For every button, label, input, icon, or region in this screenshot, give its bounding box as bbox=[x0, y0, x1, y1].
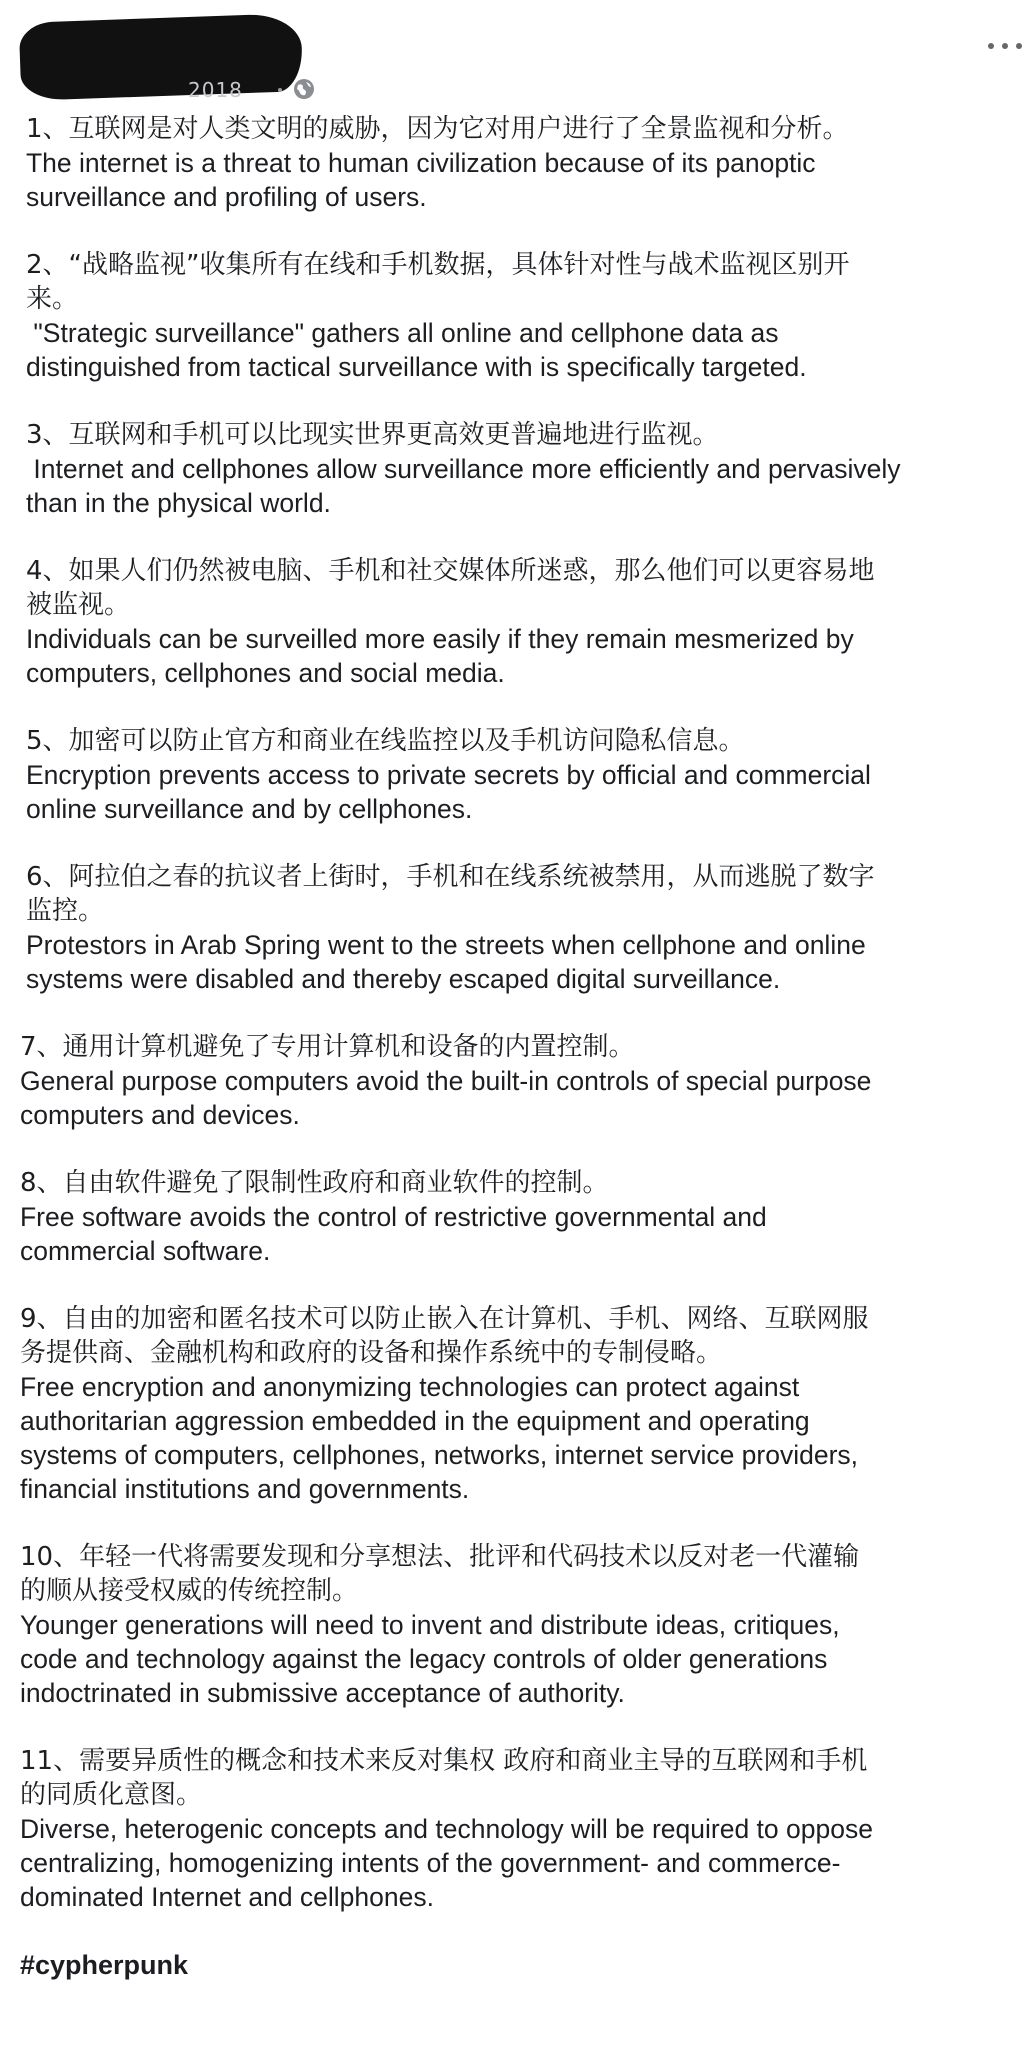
list-item bbox=[20, 1744, 1016, 1914]
list-item bbox=[20, 1030, 1016, 1132]
list-item bbox=[20, 1166, 1016, 1268]
list-item bbox=[26, 860, 1016, 996]
item-chinese-text: 1、互联网是对人类文明的威胁，因为它对用户进行了全景监视和分析。 bbox=[26, 114, 849, 144]
item-chinese-text: 3、互联网和手机可以比现实世界更高效更普遍地进行监视。 bbox=[26, 420, 719, 450]
post-body bbox=[20, 112, 1016, 1982]
list-item bbox=[26, 724, 1016, 826]
list-item bbox=[26, 248, 1016, 384]
more-dot bbox=[988, 43, 994, 49]
item-english-text: Younger generations will need to invent and distribute ideas, critiques, code and technology against the legacy controls of older generations indoctrinated in submissive acceptance of authority. bbox=[20, 1610, 840, 1708]
list-item bbox=[20, 1540, 1016, 1710]
list-item bbox=[26, 554, 1016, 690]
meta-separator-dot bbox=[278, 88, 282, 92]
item-chinese-text: 8、自由软件避免了限制性政府和商业软件的控制。 bbox=[20, 1168, 609, 1198]
item-chinese-text: 9、自由的加密和匿名技术可以防止嵌入在计算机、手机、网络、互联网服 务提供商、金融机构和政府的设备和操作系统中的专制侵略。 bbox=[20, 1304, 869, 1368]
item-chinese-text: 7、通用计算机避免了专用计算机和设备的内置控制。 bbox=[20, 1032, 635, 1062]
globe-icon[interactable] bbox=[293, 78, 315, 100]
item-english-text: Individuals can be surveilled more easily if they remain mesmerized by computers, cellphones and social media. bbox=[26, 624, 854, 688]
item-chinese-text: 4、如果人们仍然被电脑、手机和社交媒体所迷惑，那么他们可以更容易地 被监视。 bbox=[26, 556, 875, 620]
list-item bbox=[20, 1302, 1016, 1506]
list-item bbox=[26, 418, 1016, 520]
item-english-text: Encryption prevents access to private secrets by official and commercial online surveillance and by cellphones. bbox=[26, 760, 871, 824]
post-date[interactable]: 2018 bbox=[188, 78, 243, 102]
item-english-text: "Strategic surveillance" gathers all online and cellphone data as distinguished from tactical surveillance with is specifically targeted. bbox=[26, 318, 807, 382]
item-english-text: Free encryption and anonymizing technologies can protect against authoritarian aggression embedded in the equipment and operating systems of computers, cellphones, networks, internet service providers, financial institutions and governments. bbox=[20, 1372, 859, 1504]
more-dot bbox=[1016, 43, 1022, 49]
item-chinese-text: 10、年轻一代将需要发现和分享想法、批评和代码技术以反对老一代灌输 的顺从接受权威的传统控制。 bbox=[20, 1542, 860, 1606]
item-english-text: General purpose computers avoid the built-in controls of special purpose computers and devices. bbox=[20, 1066, 872, 1130]
item-english-text: Free software avoids the control of restrictive governmental and commercial software. bbox=[20, 1202, 767, 1266]
post-header bbox=[0, 0, 1028, 110]
item-english-text: Diverse, heterogenic concepts and technology will be required to oppose centralizing, homogenizing intents of the government- and commerce- dominated Internet and cellphones. bbox=[20, 1814, 873, 1912]
item-english-text: Internet and cellphones allow surveillance more efficiently and pervasively than in the physical world. bbox=[26, 454, 901, 518]
more-options-icon[interactable] bbox=[988, 34, 1022, 58]
item-chinese-text: 6、阿拉伯之春的抗议者上街时，手机和在线系统被禁用，从而逃脱了数字 监控。 bbox=[26, 862, 875, 926]
list-item bbox=[26, 112, 1016, 214]
redacted-author-block bbox=[19, 13, 304, 101]
item-chinese-text: 5、加密可以防止官方和商业在线监控以及手机访问隐私信息。 bbox=[26, 726, 745, 756]
item-english-text: The internet is a threat to human civilization because of its panoptic surveillance and profiling of users. bbox=[26, 148, 816, 212]
item-english-text: Protestors in Arab Spring went to the streets when cellphone and online systems were disabled and thereby escaped digital surveillance. bbox=[26, 930, 866, 994]
item-chinese-text: 11、需要异质性的概念和技术来反对集权 政府和商业主导的互联网和手机 的同质化意图。 bbox=[20, 1746, 868, 1810]
item-chinese-text: 2、“战略监视”收集所有在线和手机数据，具体针对性与战术监视区别开 来。 bbox=[26, 250, 850, 314]
hashtag-link[interactable]: #cypherpunk bbox=[20, 1950, 189, 1980]
more-dot bbox=[1002, 43, 1008, 49]
